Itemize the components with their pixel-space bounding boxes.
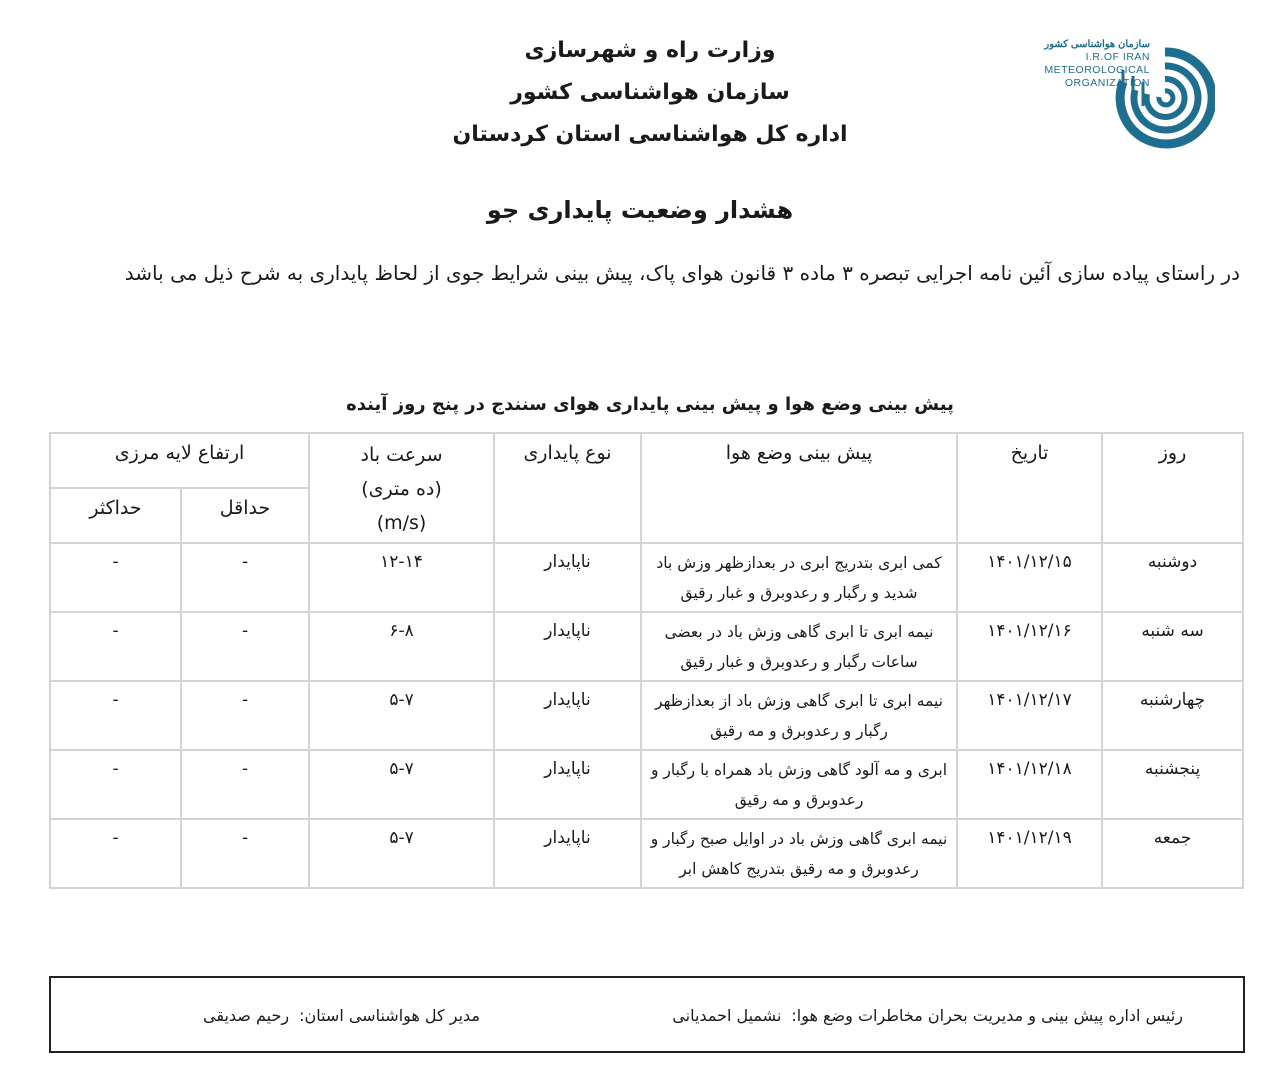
office-name: اداره کل هواشناسی استان کردستان	[452, 122, 848, 147]
cell-stability: ناپایدار	[494, 612, 641, 681]
cell-stability: ناپایدار	[494, 543, 641, 612]
cell-blh-min: -	[181, 819, 309, 888]
cell-weather: نیمه ابری گاهی وزش باد در اوایل صبح رگبار و رعدوبرق و مه رقیق بتدریج کاهش ابر	[641, 819, 957, 888]
cell-blh-max: -	[50, 612, 181, 681]
cell-day: دوشنبه	[1102, 543, 1243, 612]
signature-box	[49, 976, 1245, 1053]
document-title: هشدار وضعیت پایداری جو	[486, 196, 794, 224]
forecast-table	[49, 432, 1244, 889]
cell-date: ۱۴۰۱/۱۲/۱۹	[957, 819, 1102, 888]
forecast-head-signature	[672, 1006, 1183, 1025]
cell-weather: نیمه ابری تا ابری گاهی وزش باد در بعضی ساعات رگبار و رعدوبرق و غبار رقیق	[641, 612, 957, 681]
header-wind-line2: (ده متری)	[361, 478, 442, 500]
cell-date: ۱۴۰۱/۱۲/۱۵	[957, 543, 1102, 612]
intro-paragraph: در راستای پیاده سازی آئین نامه اجرایی تبصره ۳ ماده ۳ قانون هوای پاک، پیش بینی شرایط جوی از لحاظ پایداری به شرح ذیل می باشد	[124, 261, 1240, 285]
cell-weather: نیمه ابری تا ابری گاهی وزش باد از بعدازظهر رگبار و رعدوبرق و مه رقیق	[641, 681, 957, 750]
cell-weather: ابری و مه آلود گاهی وزش باد همراه با رگبار و رعدوبرق و مه رقیق	[641, 750, 957, 819]
header-wind-line1: سرعت باد	[360, 444, 443, 466]
cell-day: چهارشنبه	[1102, 681, 1243, 750]
header-blh-min: حداقل	[181, 488, 309, 543]
cell-blh-min: -	[181, 543, 309, 612]
meteorological-organization-logo	[1030, 36, 1220, 161]
cell-blh-min: -	[181, 612, 309, 681]
header-date: تاریخ	[957, 433, 1102, 543]
cell-blh-max: -	[50, 819, 181, 888]
logo-persian-text: سازمان هواشناسی کشور	[1044, 39, 1150, 50]
cell-blh-min: -	[181, 681, 309, 750]
director-role: مدیر کل هواشناسی استان:	[299, 1006, 480, 1025]
letterhead	[400, 30, 900, 156]
cell-wind: ۵-۷	[309, 681, 494, 750]
table-header-row	[50, 433, 1243, 488]
forecast-head-name: نشمیل احمدیانی	[672, 1006, 782, 1025]
cell-wind: ۱۲-۱۴	[309, 543, 494, 612]
cell-blh-max: -	[50, 543, 181, 612]
logo-english-line3: ORGANIZATION	[1064, 77, 1150, 89]
organization-name: سازمان هواشناسی کشور	[510, 80, 790, 105]
cell-wind: ۶-۸	[309, 612, 494, 681]
cell-stability: ناپایدار	[494, 681, 641, 750]
cell-blh-max: -	[50, 750, 181, 819]
header-stability: نوع پایداری	[494, 433, 641, 543]
cell-day: سه شنبه	[1102, 612, 1243, 681]
cell-wind: ۵-۷	[309, 819, 494, 888]
table-caption: پیش بینی وضع هوا و پیش بینی پایداری هوای سنندج در پنج روز آینده	[346, 394, 954, 415]
ministry-name: وزارت راه و شهرسازی	[524, 38, 776, 63]
cell-wind: ۵-۷	[309, 750, 494, 819]
forecast-head-role: رئیس اداره پیش بینی و مدیریت بحران مخاطرات وضع هوا:	[791, 1006, 1183, 1025]
cell-stability: ناپایدار	[494, 750, 641, 819]
cell-date: ۱۴۰۱/۱۲/۱۷	[957, 681, 1102, 750]
cell-date: ۱۴۰۱/۱۲/۱۸	[957, 750, 1102, 819]
header-wind-speed	[309, 433, 494, 543]
director-name: رحیم صدیقی	[203, 1006, 290, 1025]
cell-day: جمعه	[1102, 819, 1243, 888]
table-row	[50, 819, 1243, 888]
cell-blh-max: -	[50, 681, 181, 750]
table-row	[50, 612, 1243, 681]
logo-english-line2: METEOROLOGICAL	[1044, 64, 1150, 76]
cell-date: ۱۴۰۱/۱۲/۱۶	[957, 612, 1102, 681]
cell-day: پنجشنبه	[1102, 750, 1243, 819]
header-blh-max: حداکثر	[50, 488, 181, 543]
table-row	[50, 681, 1243, 750]
logo-english-line1: I.R.OF IRAN	[1085, 51, 1150, 63]
table-row	[50, 543, 1243, 612]
cell-blh-min: -	[181, 750, 309, 819]
header-weather: پیش بینی وضع هوا	[641, 433, 957, 543]
director-signature	[203, 1006, 480, 1025]
header-boundary-layer-height: ارتفاع لایه مرزی	[50, 433, 309, 488]
cell-weather: کمی ابری بتدریج ابری در بعدازظهر وزش باد شدید و رگبار و رعدوبرق و غبار رقیق	[641, 543, 957, 612]
cell-stability: ناپایدار	[494, 819, 641, 888]
spiral-logo-icon	[1115, 42, 1215, 158]
header-wind-line3: (m/s)	[376, 512, 427, 534]
header-day: روز	[1102, 433, 1243, 543]
table-row	[50, 750, 1243, 819]
